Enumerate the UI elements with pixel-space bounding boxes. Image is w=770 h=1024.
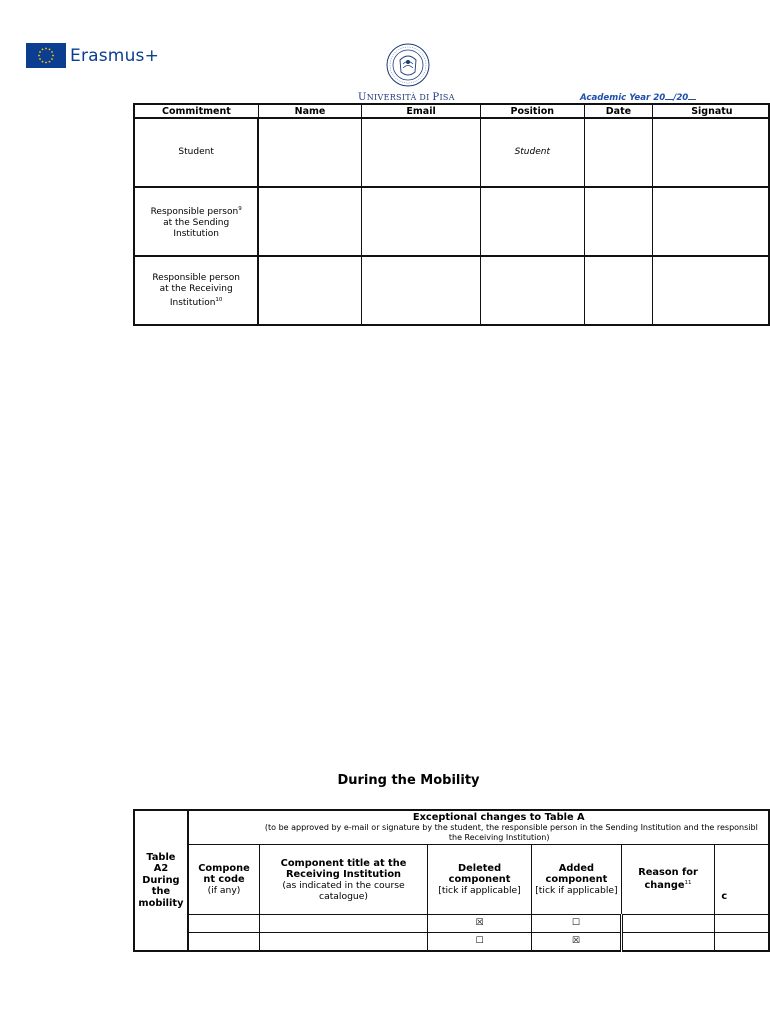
- signature-cell[interactable]: [653, 256, 769, 325]
- column-header-text: component: [545, 874, 608, 885]
- column-header: Position: [480, 104, 584, 118]
- column-header-text: component: [448, 874, 511, 885]
- date-cell[interactable]: [584, 187, 653, 256]
- table-heading-title: Exceptional changes to Table A: [412, 811, 585, 823]
- column-header-title: [260, 845, 428, 915]
- table-row: [134, 915, 769, 933]
- column-header-text: c: [721, 890, 728, 902]
- table-subheading: (to be approved by e-mail or signature by the student, the responsible person in the Sending Institution and the responsibl: [264, 822, 758, 832]
- extra-cell[interactable]: [715, 915, 769, 933]
- component-code-cell[interactable]: [188, 915, 260, 933]
- commitment-label: Responsible person: [150, 206, 239, 217]
- academic-year-prefix: Academic Year 20: [580, 93, 666, 103]
- component-title-cell[interactable]: [260, 933, 428, 951]
- table-subheading: the Receiving Institution): [448, 832, 550, 842]
- column-header-row: [134, 845, 769, 915]
- erasmus-logo: [26, 43, 159, 68]
- table-row: [134, 118, 769, 187]
- column-header-text: Reason for: [638, 867, 698, 879]
- name-cell[interactable]: [258, 256, 361, 325]
- component-code-cell[interactable]: [188, 933, 260, 951]
- column-header-deleted: [427, 845, 531, 915]
- column-header: Signatu: [653, 104, 769, 118]
- erasmus-brand-text: Erasmus+: [70, 45, 160, 66]
- column-header-extra: [715, 845, 769, 915]
- column-header: Email: [362, 104, 481, 118]
- commitment-cell: [134, 256, 258, 325]
- signature-cell[interactable]: [653, 118, 769, 187]
- table-label-line: A2: [153, 863, 169, 874]
- column-header-added: [532, 845, 622, 915]
- email-cell[interactable]: [362, 256, 481, 325]
- column-header-text: Compone: [198, 863, 250, 874]
- column-header-text: nt code: [203, 874, 245, 885]
- table-header-row: [134, 104, 769, 118]
- uni-name-part: ISA: [439, 93, 455, 102]
- table-heading: [188, 810, 769, 845]
- section-title: During the Mobility: [337, 773, 480, 788]
- academic-year-blank[interactable]: [688, 99, 696, 100]
- commitment-label: Institution: [169, 297, 216, 308]
- reason-cell[interactable]: [621, 933, 715, 951]
- added-checkbox[interactable]: [532, 933, 622, 951]
- column-header-note: (as indicated in the course catalogue): [282, 879, 405, 902]
- column-header-reason: [621, 845, 715, 915]
- footnote-marker: 11: [684, 880, 692, 887]
- table-header-row: [134, 810, 769, 845]
- changes-table: [133, 809, 770, 952]
- date-cell[interactable]: [584, 256, 653, 325]
- commitment-label: Institution: [173, 228, 219, 239]
- column-header-note: (if any): [207, 885, 241, 896]
- academic-year: [580, 93, 696, 103]
- component-title-cell[interactable]: [260, 915, 428, 933]
- date-cell[interactable]: [584, 118, 653, 187]
- uni-name-part: P: [432, 92, 440, 103]
- table-label-line: Table: [146, 851, 176, 863]
- table-label-line: During: [142, 874, 180, 886]
- eu-flag-icon: [26, 43, 66, 68]
- table-label-line: mobility: [138, 897, 184, 909]
- column-header: Date: [584, 104, 653, 118]
- reason-cell[interactable]: [621, 915, 715, 933]
- university-name: [358, 92, 455, 103]
- checkbox-empty-icon: ☐: [571, 918, 580, 928]
- commitment-label: Student: [178, 147, 214, 157]
- position-cell[interactable]: [480, 118, 584, 187]
- commitment-label: at the Receiving: [159, 283, 233, 294]
- commitment-cell: [134, 118, 258, 187]
- table-row: [134, 256, 769, 325]
- commitment-label: at the Sending: [163, 217, 230, 228]
- column-header-text: Receiving Institution: [285, 868, 402, 880]
- table-label-line: the: [151, 886, 171, 897]
- table-label: [134, 810, 188, 951]
- extra-cell[interactable]: [715, 933, 769, 951]
- checkbox-checked-icon: ☒: [571, 935, 580, 946]
- column-header-text: Added: [558, 863, 595, 874]
- column-header-text: Deleted: [457, 863, 502, 874]
- deleted-checkbox[interactable]: [427, 915, 531, 933]
- column-header-note: [tick if applicable]: [535, 885, 618, 896]
- column-header-text: Component title at the: [280, 857, 407, 869]
- checkbox-empty-icon: ☐: [475, 935, 484, 946]
- deleted-checkbox[interactable]: [427, 933, 531, 951]
- column-header: Commitment: [134, 104, 258, 118]
- column-header: Name: [258, 104, 361, 118]
- table-row: [134, 933, 769, 951]
- position-cell[interactable]: [480, 187, 584, 256]
- email-cell[interactable]: [362, 118, 481, 187]
- name-cell[interactable]: [258, 118, 361, 187]
- table-row: [134, 187, 769, 256]
- commitment-label: Responsible person: [152, 272, 240, 283]
- column-header-note: [tick if applicable]: [438, 885, 521, 896]
- column-header-text: change: [644, 880, 685, 892]
- uni-name-part: U: [358, 92, 367, 103]
- academic-year-blank[interactable]: [665, 99, 673, 100]
- uni-name-part: NIVERSITÀ DI: [366, 93, 433, 102]
- position-cell[interactable]: [480, 256, 584, 325]
- name-cell[interactable]: [258, 187, 361, 256]
- added-checkbox[interactable]: [532, 915, 622, 933]
- checkbox-checked-icon: ☒: [475, 918, 484, 928]
- position-value: Student: [514, 147, 550, 157]
- signature-cell[interactable]: [653, 187, 769, 256]
- email-cell[interactable]: [362, 187, 481, 256]
- university-seal-icon: [385, 42, 431, 90]
- footnote-marker: 10: [215, 296, 223, 303]
- commitment-table: [133, 103, 770, 326]
- commitment-cell: [134, 187, 258, 256]
- footnote-marker: 9: [238, 205, 242, 212]
- academic-year-middle: /20: [673, 93, 689, 103]
- column-header-code: [188, 845, 260, 915]
